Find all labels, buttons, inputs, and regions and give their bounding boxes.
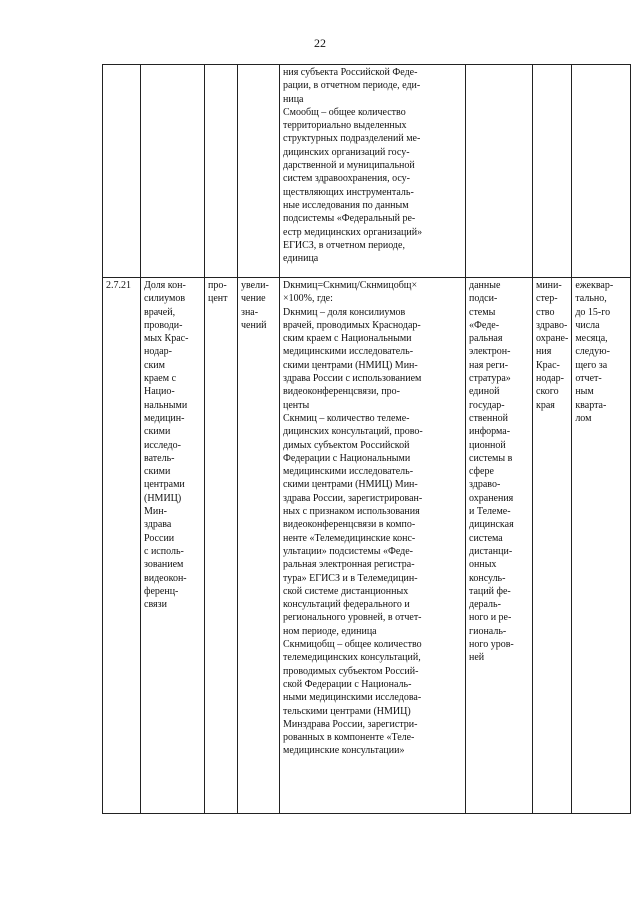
cell-data-source: данные подси- стемы «Феде- ральная электрон- ная реги- стратура» единой государ- ственной информа- ционной системы в сфере здраво- охранения и Телеме- дицинская система дистанци- онных консуль- таций фе- дераль- ного и ре- гиональ- ного уров- ней	[466, 278, 533, 814]
table-row-2-7-21	[103, 278, 631, 814]
cell-formula: Dкнмиц=Скнмиц/Скнмицобщ× ×100%, где: Dкнмиц – доля консилиумов врачей, проводимых Краснодар- ским краем с Национальными медицинскими исследователь- скими центрами (НМИЦ) Мин- здрава России с использованием видеоконференцсвязи, про- центы Скнмиц – количество телеме- дицинских консультаций, прово- димых субъектом Российской Федерации с Национальными медицинскими исследователь- скими центрами (НМИЦ) Мин- здрава России, зарегистрирован- ных с признаком использования видеоконференцсвязи в компо- ненте «Телемедицинские конс- ультации» подсистемы «Феде- ральная электронная регистра- тура» ЕГИСЗ и в Телемедицин- ской системе дистанционных консультаций федерального и регионального уровней, в отчет- ном периоде, единица Скнмицобщ – общее количество телемедицинских консультаций, проводимых субъектом Россий- ской Федерации с Националь- ными медицинскими исследова- тельскими центрами (НМИЦ) Минздрава России, зарегистри- рованных в компоненте «Теле- медицинские консультации»	[280, 278, 466, 814]
cell-frequency: ежеквар- тально, до 15-го числа месяца, следую- щего за отчет- ным кварта- лом	[572, 278, 631, 814]
cell-indicator-empty	[141, 65, 205, 278]
cell-source-empty	[466, 65, 533, 278]
cell-direction-empty	[238, 65, 280, 278]
cell-unit-empty	[205, 65, 238, 278]
cell-number-empty	[103, 65, 141, 278]
cell-responsible-empty	[533, 65, 572, 278]
table-row-continuation	[103, 65, 631, 278]
cell-indicator-name: Доля кон- силиумов врачей, проводи- мых Крас- нодар- ским краем с Нацио- нальными медицин- скими исследо- ватель- скими центрами (НМИЦ) Мин- здрава России с исполь- зованием видеокон- ференц- связи	[141, 278, 205, 814]
indicators-table	[102, 64, 631, 814]
cell-responsible: мини- стер- ство здраво- охране- ния Крас- нодар- ского края	[533, 278, 572, 814]
cell-frequency-empty	[572, 65, 631, 278]
page-number: 22	[314, 36, 326, 50]
cell-unit: про- цент	[205, 278, 238, 814]
cell-row-number: 2.7.21	[103, 278, 141, 814]
cell-formula-continuation: ния субъекта Российской Феде- рации, в отчетном периоде, еди- ница Смообщ – общее количество территориально выделенных структурных подразделений ме- дицинских организаций госу- дарственной и муниципальной систем здравоохранения, осу- ществляющих инструменталь- ные исследования по данным подсистемы «Федеральный ре- естр медицинских организаций» ЕГИСЗ, в отчетном периоде, единица	[280, 65, 466, 278]
cell-direction: увели- чение зна- чений	[238, 278, 280, 814]
